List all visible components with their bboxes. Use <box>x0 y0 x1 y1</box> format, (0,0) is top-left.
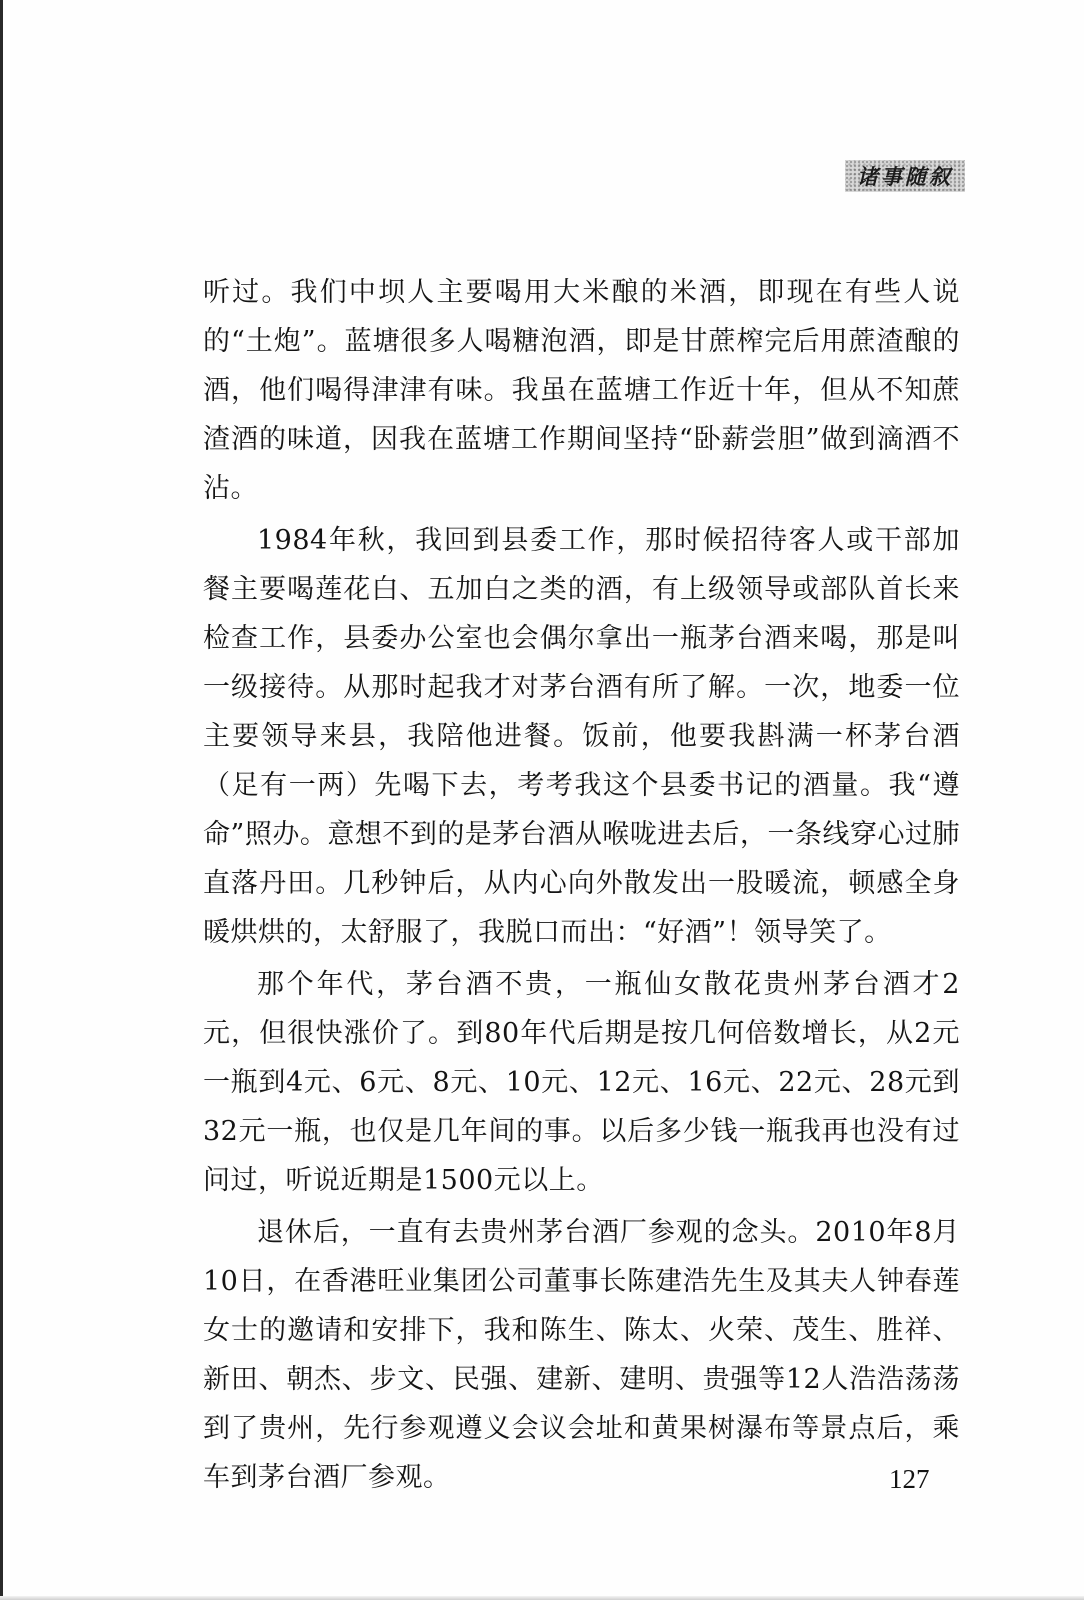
page-number: 127 <box>889 1464 930 1494</box>
body-text <box>203 268 960 1505</box>
running-header-section-title: 诸事随叙 <box>845 160 965 192</box>
paragraph-visit: 退休后，一直有去贵州茅台酒厂参观的念头。2010年8月10日，在香港旺业集团公司董事长陈建浩先生及其夫人钟春莲女士的邀请和安排下，我和陈生、陈太、火荣、茂生、胜祥、新田、朝杰、步文、民强、建新、建明、贵强等12人浩浩荡荡到了贵州，先行参观遵义会议会址和黄果树瀑布等景点后，乘车到茅台酒厂参观。 <box>203 1217 960 1493</box>
paragraph-price: 那个年代，茅台酒不贵，一瓶仙女散花贵州茅台酒才2元，但很快涨价了。到80年代后期是按几何倍数增长，从2元一瓶到4元、6元、8元、10元、12元、16元、22元、28元到32元一瓶，也仅是几年间的事。以后多少钱一瓶我再也没有过问过，听说近期是1500元以上。 <box>203 969 960 1196</box>
scan-edge-bottom <box>0 1596 1084 1600</box>
paragraph-continued: 听过。我们中坝人主要喝用大米酿的米酒，即现在有些人说的“土炮”。蓝塘很多人喝糖泡酒，即是甘蔗榨完后用蔗渣酿的酒，他们喝得津津有味。我虽在蓝塘工作近十年，但从不知蔗渣酒的味道，因我在蓝塘工作期间坚持“卧薪尝胆”做到滴酒不沾。 <box>203 277 960 504</box>
paragraph-1984: 1984年秋，我回到县委工作，那时候招待客人或干部加餐主要喝莲花白、五加白之类的酒，有上级领导或部队首长来检查工作，县委办公室也会偶尔拿出一瓶茅台酒来喝，那是叫一级接待。从那时起我才对茅台酒有所了解。一次，地委一位主要领导来县，我陪他进餐。饭前，他要我斟满一杯茅台酒（足有一两）先喝下去，考考我这个县委书记的酒量。我“遵命”照办。意想不到的是茅台酒从喉咙进去后，一条线穿心过肺直落丹田。几秒钟后，从内心向外散发出一股暖流，顿感全身暖烘烘的，太舒服了，我脱口而出：“好酒”！领导笑了。 <box>203 525 960 948</box>
scan-edge-left <box>0 0 3 1600</box>
